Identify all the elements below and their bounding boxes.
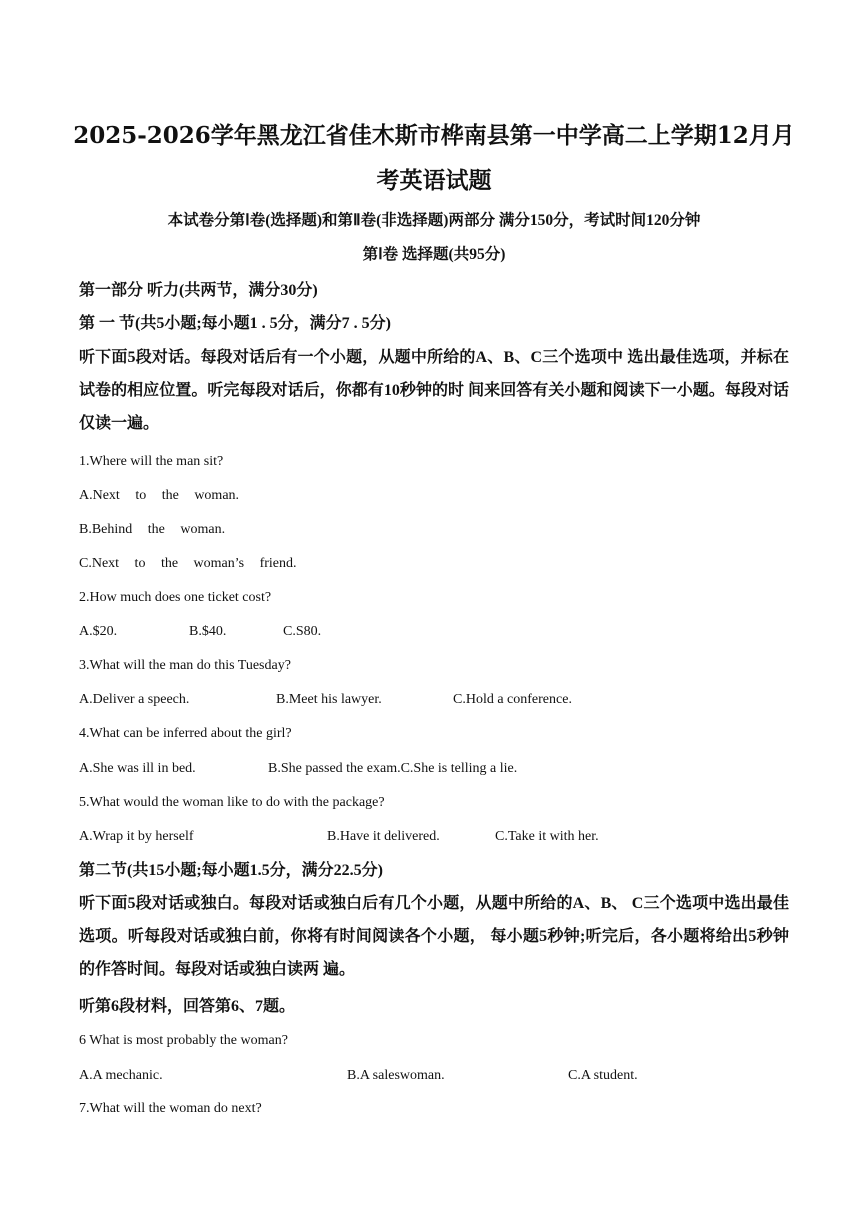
q3-option-b: B.Meet his lawyer. (276, 692, 382, 707)
q3-option-c: C.Hold a conference. (453, 692, 572, 707)
part1-heading: 第一部分 听力(共两节，满分30分) (79, 282, 318, 299)
material-6-heading: 听第6段材料，回答第6、7题。 (79, 998, 296, 1015)
q1-option-c: C.Next to the woman’s friend. (79, 556, 297, 571)
exam-info: 本试卷分第Ⅰ卷(选择题)和第Ⅱ卷(非选择题)两部分 满分150分，考试时间120分钟 (167, 212, 701, 229)
document-title-line1: 2025-2026学年黑龙江省佳木斯市桦南县第一中学高二上学期12月月 (73, 122, 795, 149)
section2-instructions: 听下面5段对话或独白。每段对话或独白后有几个小题，从题中所给的A、B、 C三个选项中选出最佳选项。听每段对话或独白前，你将有时间阅读各个小题， 每小题5秒钟;听完后，各小题将给出5秒钟的作答时间。每段对话或独白读两 遍。 (79, 895, 789, 978)
document-title-line2: 考英语试题 (376, 167, 492, 194)
q3-option-a: A.Deliver a speech. (79, 692, 190, 707)
q2-option-b: B.$40. (189, 624, 227, 639)
q5-option-b: B.Have it delivered. (327, 829, 440, 844)
q5-option-c: C.Take it with her. (495, 829, 599, 844)
section2-heading: 第二节(共15小题;每小题1.5分，满分22.5分) (79, 862, 383, 879)
q4-option-a: A.She was ill in bed. (79, 761, 196, 776)
q4-option-bc: B.She passed the exam.C.She is telling a lie. (268, 761, 518, 776)
section1-instructions: 听下面5段对话。每段对话后有一个小题，从题中所给的A、B、C三个选项中 选出最佳选项，并标在试卷的相应位置。听完每段对话后，你都有10秒钟的时 间来回答有关小题和阅读下一小题。每段对话仅读一遍。 (79, 349, 789, 432)
q6-option-a: A.A mechanic. (79, 1068, 163, 1083)
question-1: 1.Where will the man sit? (79, 454, 224, 469)
q2-option-a: A.$20. (79, 624, 118, 639)
question-5: 5.What would the woman like to do with the package? (79, 795, 385, 810)
section1-heading: 第 一 节(共5小题;每小题1 . 5分，满分7 . 5分) (79, 315, 391, 332)
question-6: 6 What is most probably the woman? (79, 1033, 288, 1048)
q6-option-c: C.A student. (568, 1068, 638, 1083)
q5-option-a: A.Wrap it by herself (79, 829, 194, 844)
q6-option-b: B.A saleswoman. (347, 1068, 445, 1083)
question-3: 3.What will the man do this Tuesday? (79, 658, 291, 673)
question-7: 7.What will the woman do next? (79, 1101, 262, 1116)
q2-option-c: C.S80. (283, 624, 322, 639)
question-4: 4.What can be inferred about the girl? (79, 726, 292, 741)
q1-option-a: A.Next to the woman. (79, 488, 240, 503)
question-2: 2.How much does one ticket cost? (79, 590, 272, 605)
q1-option-b: B.Behind the woman. (79, 522, 226, 537)
volume-heading: 第Ⅰ卷 选择题(共95分) (362, 246, 506, 263)
